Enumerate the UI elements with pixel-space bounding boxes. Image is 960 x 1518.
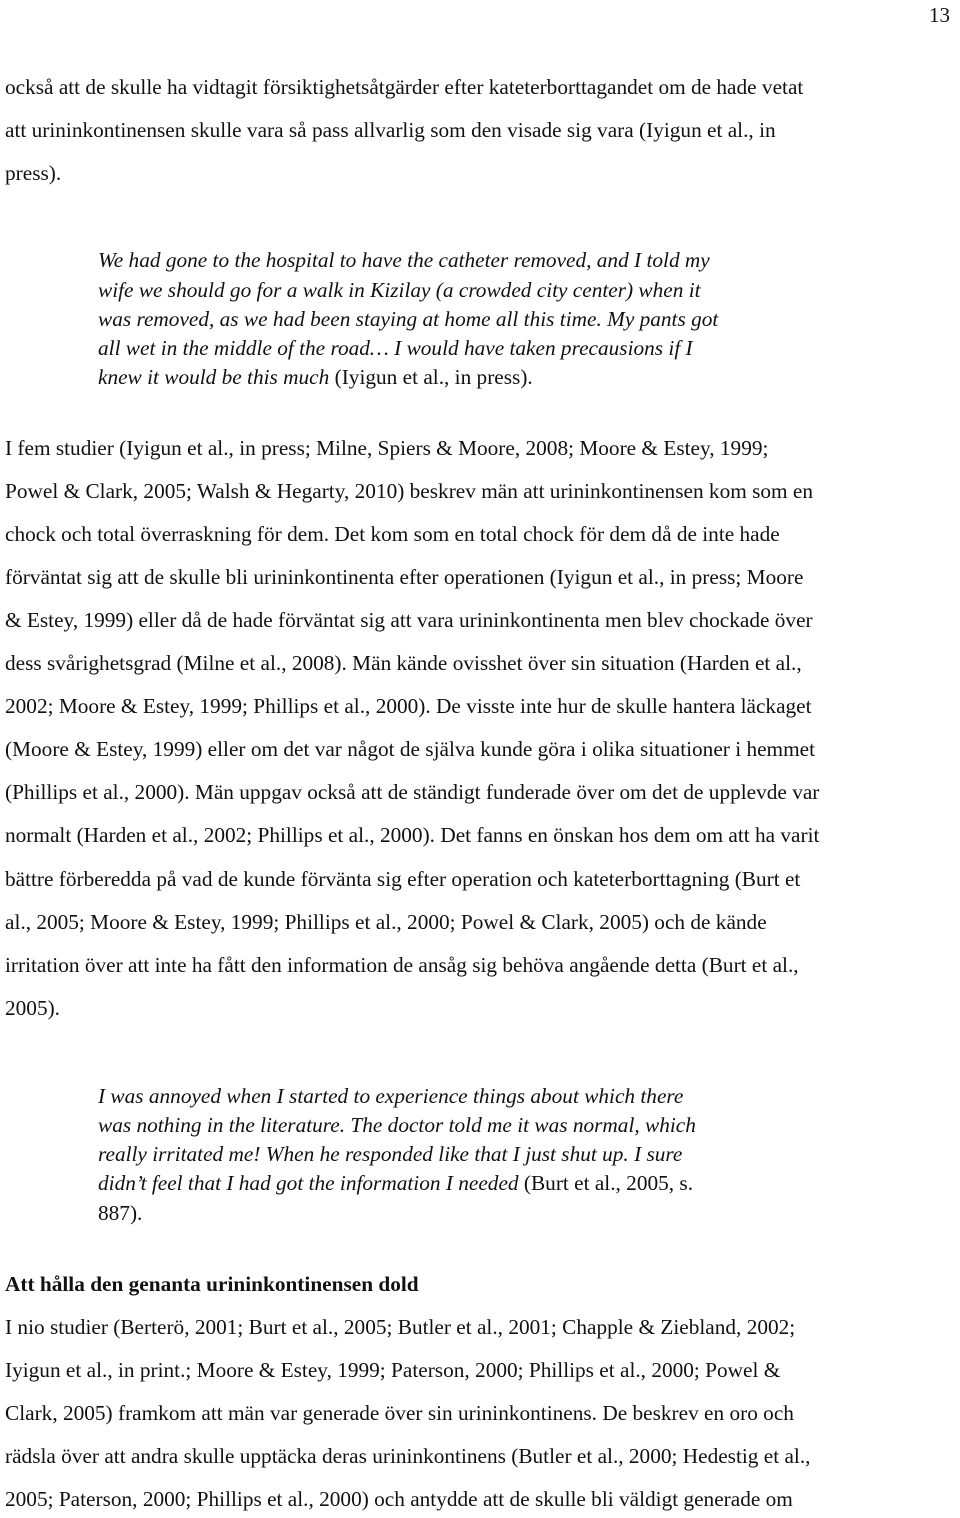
quote-line (98, 1200, 142, 1226)
quote-text: didn’t feel that I had got the information I needed (98, 1171, 519, 1195)
quote-line: really irritated me! When he responded like that I just shut up. I sure (98, 1142, 683, 1166)
quote-line: all wet in the middle of the road… I would have taken precausions if I (98, 336, 693, 360)
text-line: Clark, 2005) framkom att män var generade över sin urininkontinens. De beskrev en oro och (5, 1401, 794, 1425)
text-line: förväntat sig att de skulle bli urininkontinenta efter operationen (Iyigun et al., in press; Moore (5, 565, 804, 589)
quote-line: was nothing in the literature. The doctor told me it was normal, which (98, 1113, 696, 1137)
text-line: normalt (Harden et al., 2002; Phillips et al., 2000). Det fanns en önskan hos dem om att ha varit (5, 823, 820, 847)
text-line: att urininkontinensen skulle vara så pass allvarlig som den visade sig vara (Iyigun et al., in (5, 118, 776, 142)
text-line: (Phillips et al., 2000). Män uppgav också att de ständigt funderade över om det de upplevde var (5, 780, 820, 804)
text-line: 2005). (5, 996, 61, 1020)
text-line: bättre förberedda på vad de kunde förvänta sig efter operation och kateterborttagning (Burt et (5, 867, 801, 891)
text-line: irritation över att inte ha fått den information de ansåg sig behöva angående detta (Burt et al., (5, 953, 799, 977)
quote-citation: 887). (98, 1201, 143, 1225)
text-line: 2002; Moore & Estey, 1999; Phillips et al., 2000). De visste inte hur de skulle hantera läckaget (5, 694, 812, 718)
text-line: Powel & Clark, 2005; Walsh & Hegarty, 2010) beskrev män att urininkontinensen kom som en (5, 479, 814, 503)
text-line: rädsla över att andra skulle upptäcka deras urininkontinens (Butler et al., 2000; Hedestig et al., (5, 1444, 811, 1468)
quote-line: was removed, as we had been staying at home all this time. My pants got (98, 307, 719, 331)
quote-line: wife we should go for a walk in Kizilay (a crowded city center) when it (98, 278, 701, 302)
section-heading: Att hålla den genanta urininkontinensen dold (5, 1272, 419, 1296)
quote-line (98, 364, 533, 390)
text-line: 2005; Paterson, 2000; Phillips et al., 2000) och antydde att de skulle bli väldigt generade om (5, 1487, 793, 1511)
quote-line (98, 1170, 693, 1196)
quote-line: We had gone to the hospital to have the catheter removed, and I told my (98, 248, 710, 272)
text-line: I nio studier (Berterö, 2001; Burt et al., 2005; Butler et al., 2001; Chapple & Ziebland, 2002; (5, 1315, 796, 1339)
quote-text: knew it would be this much (98, 365, 330, 389)
text-line: press). (5, 161, 62, 185)
text-line: al., 2005; Moore & Estey, 1999; Phillips et al., 2000; Powel & Clark, 2005) och de kände (5, 910, 767, 934)
text-line: & Estey, 1999) eller då de hade förväntat sig att vara urininkontinenta men blev chockade över (5, 608, 813, 632)
text-line: (Moore & Estey, 1999) eller om det var något de själva kunde göra i olika situationer i hemmet (5, 737, 816, 761)
quote-citation: (Burt et al., 2005, s. (518, 1171, 694, 1195)
text-line: dess svårighetsgrad (Milne et al., 2008). Män kände ovisshet över sin situation (Harden et al., (5, 651, 802, 675)
text-line: I fem studier (Iyigun et al., in press; Milne, Spiers & Moore, 2008; Moore & Estey, 1999; (5, 436, 769, 460)
text-line: chock och total överraskning för dem. Det kom som en total chock för dem då de inte hade (5, 522, 780, 546)
page-number: 13 (929, 3, 950, 27)
quote-line: I was annoyed when I started to experience things about which there (98, 1084, 684, 1108)
text-line: Iyigun et al., in print.; Moore & Estey, 1999; Paterson, 2000; Phillips et al., 2000; Powel & (5, 1358, 781, 1382)
text-line: också att de skulle ha vidtagit försiktighetsåtgärder efter kateterborttagandet om de hade vetat (5, 75, 804, 99)
quote-citation: (Iyigun et al., in press). (329, 365, 533, 389)
